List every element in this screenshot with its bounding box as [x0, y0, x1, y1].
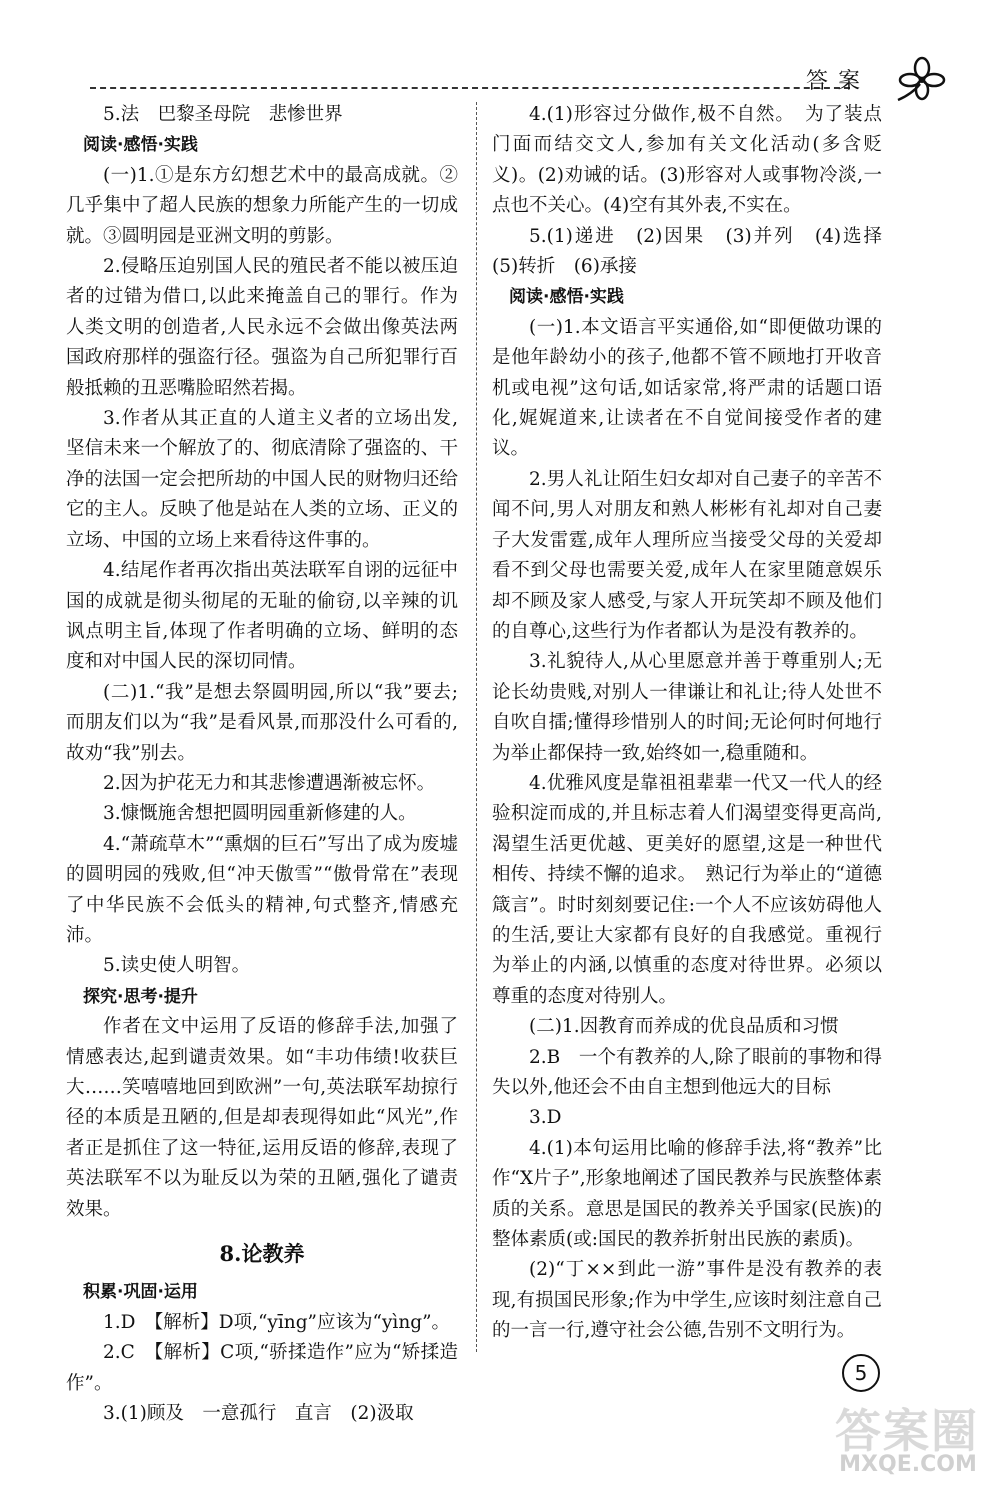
watermark-logo: 答案圈 — [835, 1404, 979, 1458]
answer-paragraph: 3.(1)顾及 一意孤行 直言 (2)汲取 — [103, 1403, 414, 1425]
answer-paragraph: 3.慷慨施舍想把圆明园重新修建的人。 — [103, 803, 417, 825]
answer-paragraph: 1.D 【解析】D项,“yīng”应该为“yìng”。 — [103, 1311, 451, 1333]
left-column — [66, 100, 458, 1429]
answer-paragraph: 4.结尾作者再次指出英法联军自诩的远征中国的成就是彻头彻尾的无耻的偷窃,以辛辣的讥讽点明主旨,体现了作者明确的立场、鲜明的态度和对中国人民的深切同情。 — [66, 560, 458, 673]
section-heading: 探究·思考·提升 — [83, 986, 198, 1007]
header-label: 答案 — [805, 69, 870, 94]
answer-paragraph: (二)1.“我”是想去祭圆明园,所以“我”要去;而朋友们以为“我”是看风景,而那没什么可看的,故劝“我”别去。 — [66, 681, 458, 764]
answer-paragraph: (2)“丁××到此一游”事件是没有教养的表现,有损国民形象;作为中学生,应该时刻注意自己的一言一行,遵守社会公德,告别不文明行为。 — [492, 1259, 882, 1342]
section-heading: 阅读·感悟·实践 — [509, 287, 624, 308]
answer-paragraph: 2.侵略压迫别国人民的殖民者不能以被压迫者的过错为借口,以此来掩盖自己的罪行。作为人类文明的创造者,人民永远不会做出像英法两国政府那样的强盗行径。强盗为自己所犯罪行百般抵赖的丑恶嘴脸昭然若揭。 — [66, 256, 458, 399]
page-number: 5 — [842, 1354, 880, 1392]
answer-paragraph: 3.礼貌待人,从心里愿意并善于尊重别人;无论长幼贵贱,对别人一律谦让和礼让;待人处世不自吹自擂;懂得珍惜别人的时间;无论何时何地行为举止都保持一致,始终如一,稳重随和。 — [492, 651, 882, 764]
answer-paragraph: 2.男人礼让陌生妇女却对自己妻子的辛苦不闻不问,男人对朋友和熟人彬彬有礼却对自己妻子大发雷霆,成年人理所应当接受父母的关爱却看不到父母也需要关爱,成年人在家里随意娱乐却不顾及家人感受,与家人开玩笑却不顾及他们的自尊心,这些行为作者都认为是没有教养的。 — [492, 468, 882, 642]
answer-paragraph: 5.(1)递进 (2)因果 (3)并列 (4)选择 (5)转折 (6)承接 — [492, 225, 901, 278]
column-divider — [476, 102, 477, 1352]
answer-paragraph: (二)1.因教育而养成的优良品质和习惯 — [529, 1016, 839, 1038]
answer-paragraph: 2.因为护花无力和其悲惨遭遇渐被忘怀。 — [103, 772, 436, 794]
section-heading: 积累·巩固·运用 — [83, 1282, 198, 1303]
flower-ornament-icon — [894, 54, 950, 104]
right-column — [492, 100, 901, 1347]
answer-paragraph: 4.(1)本句运用比喻的修辞手法,将“教养”比作“X片子”,形象地阐述了国民教养与民族整体素质的关系。意思是国民的教养关乎国家(民族)的整体素质(或:国民的教养折射出民族的素质)。 — [492, 1137, 882, 1251]
answer-paragraph: 2.C 【解析】C项,“骄揉造作”应为“矫揉造作”。 — [66, 1342, 458, 1394]
answer-paragraph: 4.优雅风度是靠祖祖辈辈一代又一代人的经验积淀而成的,并且标志着人们渴望变得更高尚,渴望生活更优越、更美好的愿望,这是一种世代相传、持续不懈的追求。 熟记行为举止的“道德箴言”。时时刻刻要记住:一个人不应该妨碍他人的生活,要让大家都有良好的自我感觉。重视行为举止的内涵,以慎重的态度对待世界。必须以尊重的态度对待别人。 — [492, 772, 882, 1007]
watermark-url: MXQE.COM — [839, 1452, 977, 1477]
answer-paragraph: 3.作者从其正直的人道主义者的立场出发,坚信未来一个解放了的、彻底清除了强盗的、干净的法国一定会把所劫的中国人民的财物归还给它的主人。反映了他是站在人类的立场、正义的立场、中国的立场上来看待这件事的。 — [66, 408, 458, 551]
answer-paragraph: 4.“萧疏草木”“熏烟的巨石”写出了成为废墟的圆明园的残败,但“冲天傲雪”“傲骨常在”表现了中华民族不会低头的精神,句式整齐,情感充沛。 — [66, 833, 458, 946]
answer-paragraph: (一)1.①是东方幻想艺术中的最高成就。②几乎集中了超人民族的想象力所能产生的一切成就。③圆明园是亚洲文明的剪影。 — [66, 164, 458, 247]
answer-paragraph: (一)1.本文语言平实通俗,如“即便做功课的是他年龄幼小的孩子,他都不管不顾地打开收音机或电视”这句话,如话家常,将严肃的话题口语化,娓娓道来,让读者在不自觉间接受作者的建议。 — [492, 316, 882, 460]
section-heading: 阅读·感悟·实践 — [83, 135, 198, 156]
answer-paragraph: 5.法 巴黎圣母院 悲惨世界 — [103, 104, 343, 125]
answer-paragraph: 作者在文中运用了反语的修辞手法,加强了情感表达,起到谴责效果。如“丰功伟绩!收获巨大……笑嘻嘻地回到欧洲”一句,英法联军劫掠行径的本质是丑陋的,但是却表现得如此“风光”,作者正是抓住了这一特征,运用反语的修辞,表现了英法联军不以为耻反以为荣的丑陋,强化了谴责效果。 — [66, 1016, 458, 1220]
answer-paragraph: 3.D — [529, 1107, 562, 1129]
page-header — [70, 62, 970, 102]
chapter-title: 8.论教养 — [219, 1241, 305, 1267]
answer-paragraph: 4.(1)形容过分做作,极不自然。 为了装点门面而结交文人,参加有关文化活动(多含贬义)。(2)劝诫的话。(3)形容对人或事物冷淡,一点也不关心。(4)空有其外表,不实在。 — [492, 104, 882, 217]
header-dashed-rule — [90, 87, 850, 89]
answer-paragraph: 2.B 一个有教养的人,除了眼前的事物和得失以外,他还会不由自主想到他远大的目标 — [492, 1046, 882, 1098]
answer-paragraph: 5.读史使人明智。 — [103, 955, 251, 977]
